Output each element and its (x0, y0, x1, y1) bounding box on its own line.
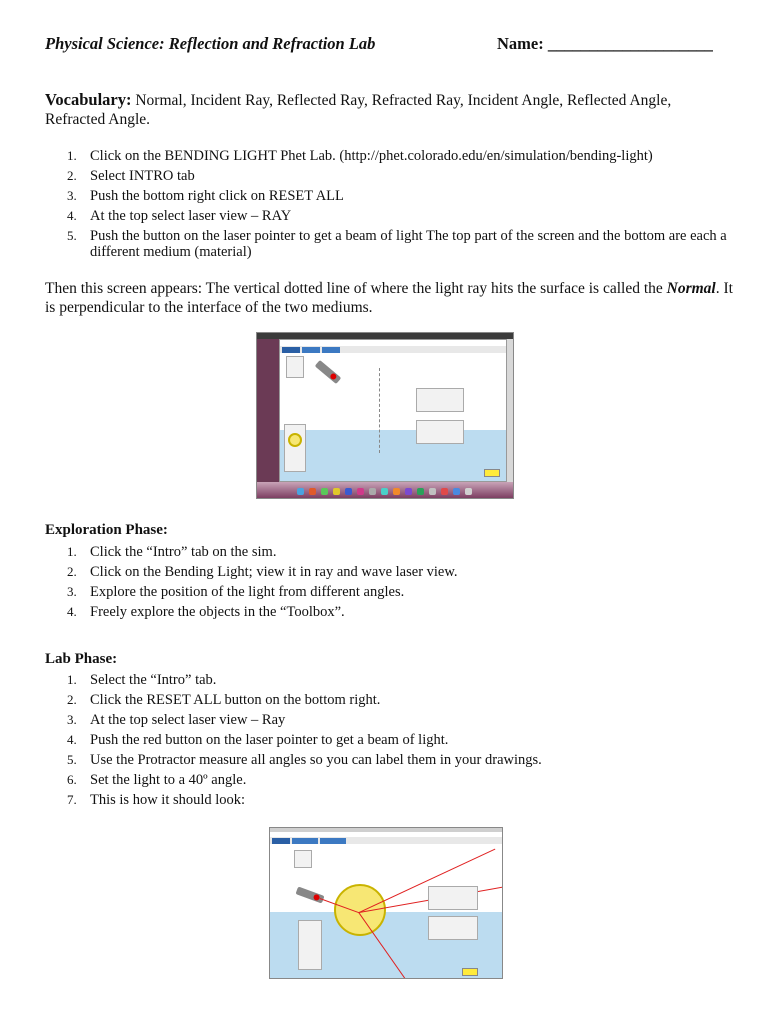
document-header (45, 34, 735, 56)
list-text: Freely explore the objects in the “Toolbox”. (90, 604, 345, 620)
list-text: At the top select laser view – Ray (90, 712, 286, 728)
list-item (45, 166, 735, 186)
tab-prisms (292, 838, 318, 844)
dock (257, 482, 513, 498)
list-text: Select INTRO tab (90, 168, 195, 184)
list-number: 4. (67, 732, 77, 747)
list-item (45, 146, 735, 166)
list-number: 6. (67, 772, 77, 787)
list-item (45, 206, 735, 226)
dock-app-icon (309, 488, 316, 495)
laser-view-panel (294, 850, 312, 868)
lab-steps-list (45, 670, 735, 810)
list-item (45, 602, 735, 622)
normal-term: Normal (666, 280, 716, 297)
list-text: Select the “Intro” tab. (90, 672, 217, 688)
list-text: Push the bottom right click on RESET ALL (90, 188, 344, 204)
list-text: Click on the Bending Light; view it in ray and wave laser view. (90, 564, 458, 580)
protractor-icon (334, 884, 386, 936)
list-item (45, 750, 735, 770)
normal-line (379, 368, 380, 453)
dock-app-icon (465, 488, 472, 495)
dock-app-icon (453, 488, 460, 495)
simulation-screenshot-desktop (256, 332, 514, 499)
toolbox-panel (298, 920, 322, 970)
dock-app-icon (369, 488, 376, 495)
list-number: 1. (67, 148, 77, 163)
list-number: 2. (67, 564, 77, 579)
tab-more-tools (322, 347, 340, 353)
list-number: 2. (67, 168, 77, 183)
list-text: Push the button on the laser pointer to get a beam of light The top part of the screen and the bottom are each a different medium (material) (90, 228, 727, 260)
list-text: Use the Protractor measure all angles so you can label them in your drawings. (90, 752, 542, 768)
paragraph-text: Then this screen appears: The vertical dotted line of where the light ray hits the surface is called the (45, 280, 667, 297)
list-number: 5. (67, 228, 77, 243)
list-item (45, 770, 735, 790)
list-number: 1. (67, 544, 77, 559)
dock-app-icon (417, 488, 424, 495)
laser-view-panel (286, 356, 304, 378)
medium-water (280, 430, 506, 481)
medium-air (280, 354, 506, 434)
list-item (45, 690, 735, 710)
exploration-heading: Exploration Phase: (45, 522, 168, 538)
vocabulary-terms: Normal, Incident Ray, Reflected Ray, Refracted Ray, Incident Angle, Reflected Angle, Refracted Angle. (45, 92, 672, 128)
window-titlebar (270, 828, 502, 832)
list-item (45, 582, 735, 602)
intro-steps-list (45, 146, 735, 262)
tab-intro (272, 838, 290, 844)
finder-sidebar (257, 339, 279, 482)
dock-app-icon (441, 488, 448, 495)
list-item (45, 226, 735, 262)
dock-app-icon (297, 488, 304, 495)
list-item (45, 710, 735, 730)
list-number: 3. (67, 188, 77, 203)
list-number: 2. (67, 692, 77, 707)
reset-all-button (462, 968, 478, 976)
list-number: 3. (67, 584, 77, 599)
list-number: 4. (67, 208, 77, 223)
document-title: Physical Science: Reflection and Refraction Lab (45, 34, 376, 53)
list-number: 5. (67, 752, 77, 767)
dock-app-icon (345, 488, 352, 495)
dock-app-icon (429, 488, 436, 495)
list-item (45, 790, 735, 810)
dock-app-icon (381, 488, 388, 495)
list-text: Set the light to a 40º angle. (90, 772, 247, 788)
tab-prisms (302, 347, 320, 353)
simulation-screenshot-40-degrees (269, 827, 503, 979)
dock-app-icon (393, 488, 400, 495)
list-item (45, 562, 735, 582)
list-text: Explore the position of the light from different angles. (90, 584, 405, 600)
material-panel-bottom (428, 916, 478, 940)
paragraph-text: . It is perpendicular to the interface of the two mediums. (45, 280, 733, 316)
laser-button-icon (329, 372, 337, 380)
list-text: Push the red button on the laser pointer to get a beam of light. (90, 732, 449, 748)
vocabulary-paragraph (45, 90, 735, 129)
laser-pointer-icon (295, 886, 324, 903)
list-item (45, 730, 735, 750)
tab-more-tools (320, 838, 346, 844)
simulation-window (279, 339, 507, 482)
material-panel-top (428, 886, 478, 910)
dock-app-icon (405, 488, 412, 495)
list-text: Click on the BENDING LIGHT Phet Lab. (http://phet.colorado.edu/en/simulation/bending-light) (90, 148, 653, 164)
material-panel-bottom (416, 420, 464, 444)
list-text: At the top select laser view – RAY (90, 208, 292, 224)
list-number: 4. (67, 604, 77, 619)
list-item (45, 186, 735, 206)
dock-app-icon (333, 488, 340, 495)
dock-app-icon (321, 488, 328, 495)
list-item (45, 670, 735, 690)
sim-tabs (270, 837, 502, 844)
name-field-label: Name: ____________________ (497, 34, 713, 53)
material-panel-top (416, 388, 464, 412)
list-number: 7. (67, 792, 77, 807)
list-number: 1. (67, 672, 77, 687)
reset-all-button (484, 469, 500, 477)
list-number: 3. (67, 712, 77, 727)
vocabulary-label: Vocabulary: (45, 90, 132, 109)
exploration-steps-list (45, 542, 735, 622)
protractor-icon (288, 433, 302, 447)
lab-heading: Lab Phase: (45, 651, 118, 667)
toolbox-panel (284, 424, 306, 472)
normal-explanation-paragraph (45, 279, 735, 317)
list-item (45, 542, 735, 562)
list-text: Click the RESET ALL button on the bottom right. (90, 692, 381, 708)
list-text: Click the “Intro” tab on the sim. (90, 544, 277, 560)
dock-app-icon (357, 488, 364, 495)
tab-intro (282, 347, 300, 353)
sim-tabs (280, 346, 506, 353)
list-text: This is how it should look: (90, 792, 246, 808)
